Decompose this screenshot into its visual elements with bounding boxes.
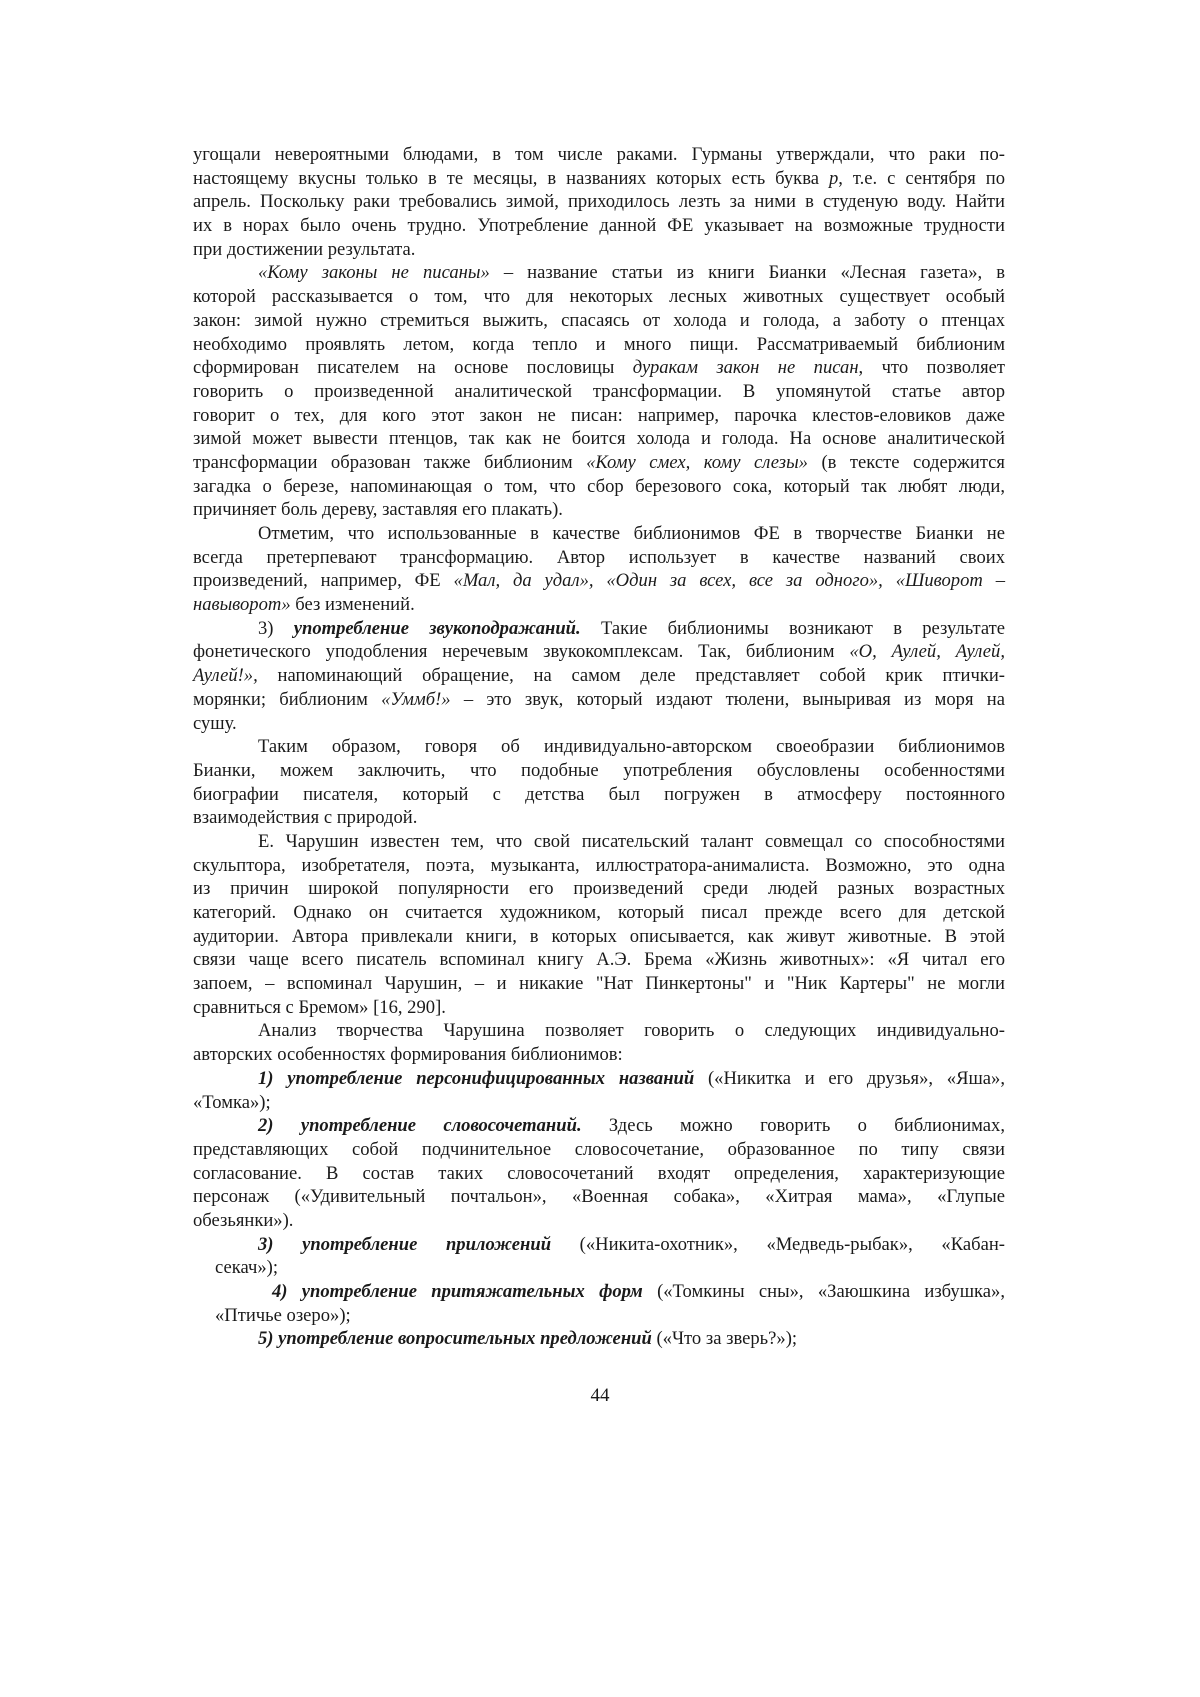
text-line: [193, 190, 1005, 214]
paragraph: [193, 143, 1005, 261]
text-run: говорить о произведенной аналитической трансформации. В упомянутой статье автор: [193, 380, 1005, 402]
text-line: [193, 309, 1005, 333]
text-run: необходимо проявлять летом, когда тепло и много пищи. Рассматриваемый библионим: [193, 333, 1005, 355]
text-line: [193, 380, 1005, 404]
text-run: зимой может вывести птенцов, так как не боится холода и голода. На основе аналитической: [193, 428, 1005, 450]
text-run: фонетического уподобления неречевым звукокомплексам. Так, библионим: [193, 641, 850, 663]
text-run: («Никита-охотник», «Медведь-рыбак», «Кабан-: [551, 1233, 1005, 1255]
text-run: , т.е. с сентября по: [838, 167, 1006, 189]
text-run: Анализ творчества Чарушина позволяет говорить о следующих индивидуально-: [258, 1020, 1005, 1042]
paragraph: [193, 261, 1005, 522]
text-run: , что позволяет: [858, 357, 1006, 379]
text-run: представляющих собой подчинительное словосочетание, образованное по типу связи: [193, 1138, 1005, 1160]
text-run: секач»);: [215, 1257, 278, 1279]
document-body: [193, 143, 1005, 1351]
bold-italic-text: употребление звукоподражаний.: [293, 617, 581, 639]
bold-italic-text: 2) употребление словосочетаний.: [258, 1115, 582, 1137]
text-line: [193, 427, 1005, 451]
bold-italic-text: 3) употребление приложений: [258, 1233, 552, 1255]
paragraph: [193, 617, 1005, 735]
text-run: – это звук, который издают тюлени, выныривая из моря на: [450, 688, 1005, 710]
text-line: [193, 1304, 1005, 1328]
text-run: Такие библионимы возникают в результате: [580, 617, 1005, 639]
text-line: [193, 143, 1005, 167]
bold-italic-text: 1) употребление персонифицированных названий: [258, 1067, 695, 1089]
text-run: – название статьи из книги Бианки «Лесная газета», в: [489, 262, 1005, 284]
text-run: Е. Чарушин известен тем, что свой писательский талант совмещал со способностями: [258, 830, 1005, 852]
text-line: [193, 948, 1005, 972]
text-run: настоящему вкусны только в те месяцы, в названиях которых есть буква: [193, 167, 829, 189]
paragraph: [193, 830, 1005, 1020]
text-line: [193, 664, 1005, 688]
text-line: [193, 167, 1005, 191]
text-run: Отметим, что использованные в качестве библионимов ФЕ в творчестве Бианки не: [258, 523, 1005, 544]
text-line: [193, 1067, 1005, 1091]
text-line: [193, 1138, 1005, 1162]
text-line: [193, 214, 1005, 238]
text-line: [193, 238, 1005, 262]
text-run: «Томка»);: [193, 1091, 271, 1113]
text-run: скульптора, изобретателя, поэта, музыканта, иллюстратора-анималиста. Возможно, это одна: [193, 854, 1005, 876]
text-line: [193, 854, 1005, 878]
text-run: Таким образом, говоря об индивидуально-авторском своеобразии библионимов: [258, 736, 1005, 758]
text-run: связи чаще всего писатель вспоминал книгу А.Э. Брема «Жизнь животных»: «Я читал его: [193, 949, 1005, 971]
text-line: [193, 522, 1005, 546]
paragraph: [193, 1280, 1005, 1327]
text-run: Бианки, можем заключить, что подобные употребления обусловлены особенностями: [193, 759, 1005, 781]
text-line: [193, 1019, 1005, 1043]
text-line: [193, 901, 1005, 925]
text-line: [193, 877, 1005, 901]
text-run: персонаж («Удивительный почтальон», «Военная собака», «Хитрая мама», «Глупые: [193, 1186, 1005, 1208]
text-line: [193, 498, 1005, 522]
text-line: [193, 640, 1005, 664]
text-line: [193, 451, 1005, 475]
text-line: [193, 688, 1005, 712]
text-line: [193, 1280, 1005, 1304]
text-line: [193, 925, 1005, 949]
italic-text: навыворот»: [193, 594, 291, 616]
text-line: [193, 783, 1005, 807]
text-line: [193, 806, 1005, 830]
text-run: загадка о березе, напоминающая о том, что сбор березового сока, который так любят люди,: [193, 475, 1005, 497]
text-line: [193, 712, 1005, 736]
text-line: [193, 261, 1005, 285]
text-run: авторских особенностях формирования библионимов:: [193, 1044, 623, 1066]
text-line: [193, 1233, 1005, 1257]
italic-text: «Мал, да удал», «Один за всех, все за одного», «Шиворот –: [453, 570, 1005, 592]
text-line: [193, 569, 1005, 593]
text-run: (в тексте содержится: [807, 451, 1005, 473]
text-line: [193, 1256, 1005, 1280]
text-line: [193, 1114, 1005, 1138]
paragraph: [193, 1019, 1005, 1066]
text-run: сравниться с Бремом» [16, 290].: [193, 996, 446, 1018]
paragraph: [193, 522, 1005, 617]
text-line: [193, 759, 1005, 783]
paragraph: [193, 735, 1005, 830]
text-run: которой рассказывается о том, что для некоторых лесных животных существует особый: [193, 286, 1005, 308]
text-run: согласование. В состав таких словосочетаний входят определения, характеризующие: [193, 1162, 1005, 1184]
text-run: 3): [258, 617, 294, 639]
paragraph: [193, 1067, 1005, 1114]
text-line: [193, 972, 1005, 996]
text-run: при достижении результата.: [193, 238, 416, 260]
text-line: [193, 356, 1005, 380]
italic-text: «Уммб!»: [381, 688, 451, 710]
text-run: «Птичье озеро»);: [215, 1304, 351, 1326]
text-line: [193, 996, 1005, 1020]
text-run: взаимодействия с природой.: [193, 807, 418, 829]
text-run: категорий. Однако он считается художником, который писал прежде всего для детской: [193, 902, 1005, 923]
text-line: [193, 285, 1005, 309]
text-run: Здесь можно говорить о библионимах,: [581, 1115, 1005, 1137]
text-run: говорит о тех, для кого этот закон не писан: например, парочка клестов-еловиков даже: [193, 404, 1005, 426]
text-line: [193, 735, 1005, 759]
text-line: [193, 1043, 1005, 1067]
text-line: [193, 1327, 1005, 1351]
text-run: («Что за зверь?»);: [651, 1328, 798, 1350]
text-run: произведений, например, ФЕ: [193, 570, 454, 592]
text-run: без изменений.: [290, 594, 415, 616]
bold-italic-text: 4) употребление притяжательных форм: [272, 1281, 643, 1302]
text-run: угощали невероятными блюдами, в том числе раками. Гурманы утверждали, что раки по-: [193, 144, 1005, 165]
text-run: причиняет боль дереву, заставляя его плакать).: [193, 499, 563, 521]
text-line: [193, 333, 1005, 357]
text-run: сушу.: [193, 712, 237, 734]
italic-text: дуракам закон не писан: [632, 357, 859, 379]
text-run: напоминающий обращение, на самом деле представляет собой крик птички-: [257, 665, 1005, 687]
text-line: [193, 1091, 1005, 1115]
text-run: всегда претерпевают трансформацию. Автор использует в качестве названий своих: [193, 546, 1005, 568]
text-run: обезьянки»).: [193, 1209, 294, 1231]
text-line: [193, 617, 1005, 641]
text-run: закон: зимой нужно стремиться выжить, спасаясь от холода и голода, а заботу о птенцах: [193, 309, 1005, 331]
text-run: биографии писателя, который с детства был погружен в атмосферу постоянного: [193, 783, 1005, 805]
text-run: («Никитка и его друзья», «Яша»,: [694, 1067, 1005, 1089]
text-run: апрель. Поскольку раки требовались зимой, приходилось лезть за ними в студеную воду. Найти: [193, 191, 1005, 213]
text-run: («Томкины сны», «Заюшкина избушка»,: [642, 1281, 1005, 1302]
italic-text: «О, Аулей, Аулей,: [849, 641, 1005, 663]
text-line: [193, 475, 1005, 499]
italic-text: Аулей!»,: [193, 665, 258, 687]
italic-text: «Кому законы не писаны»: [258, 262, 490, 284]
text-run: трансформации образован также библионим: [193, 451, 587, 473]
text-line: [193, 830, 1005, 854]
bold-italic-text: 5) употребление вопросительных предложений: [258, 1328, 652, 1350]
text-line: [193, 404, 1005, 428]
italic-text: р: [828, 167, 839, 189]
text-line: [193, 1185, 1005, 1209]
page-number: 44: [590, 1385, 610, 1406]
italic-text: «Кому смех, кому слезы»: [586, 451, 808, 473]
text-run: сформирован писателем на основе пословицы: [193, 357, 633, 379]
text-line: [193, 1162, 1005, 1186]
paragraph: [193, 1233, 1005, 1280]
paragraph: [193, 1327, 1005, 1351]
text-run: запоем, – вспоминал Чарушин, – и никакие "Нат Пинкертоны" и "Ник Картеры" не могли: [193, 973, 1005, 995]
text-run: из причин широкой популярности его произведений среди людей разных возрастных: [193, 878, 1005, 900]
text-line: [193, 1209, 1005, 1233]
text-run: их в норах было очень трудно. Употребление данной ФЕ указывает на возможные трудности: [193, 215, 1005, 237]
text-run: аудитории. Автора привлекали книги, в которых описывается, как живут животные. В этой: [193, 925, 1005, 947]
text-line: [193, 593, 1005, 617]
text-line: [193, 546, 1005, 570]
paragraph: [193, 1114, 1005, 1232]
text-run: морянки; библионим: [193, 688, 382, 710]
